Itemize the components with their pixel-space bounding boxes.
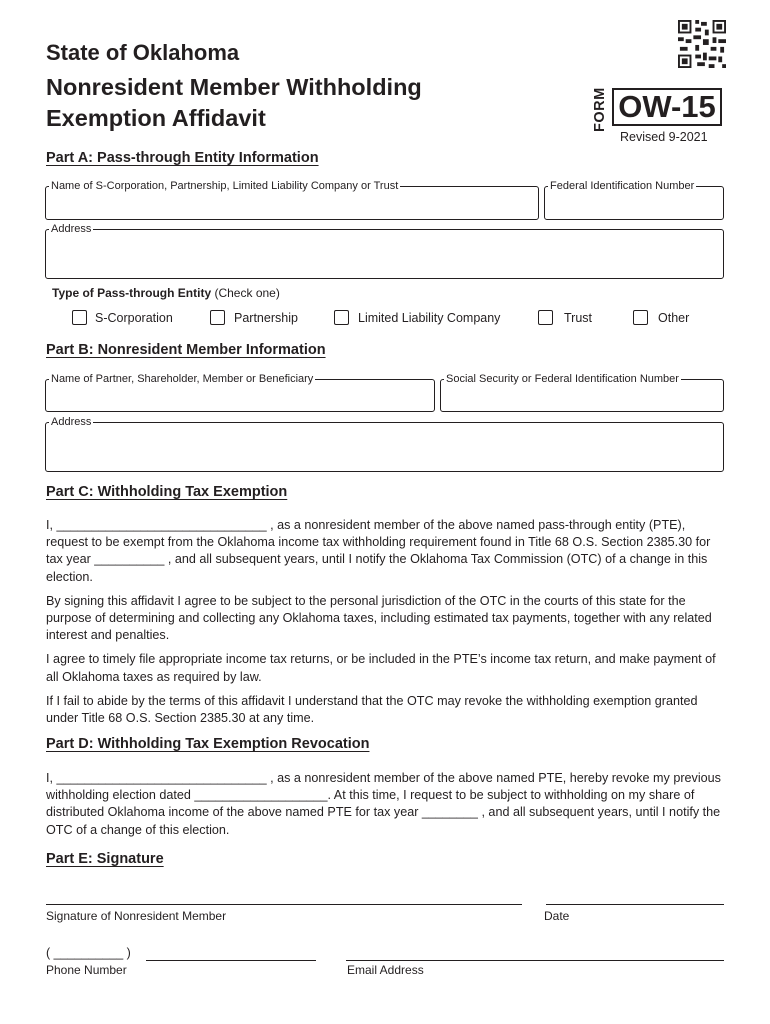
date-line[interactable] [546,904,724,905]
entity-type-label: Type of Pass-through Entity [52,286,212,300]
member-ssn-field[interactable] [440,373,724,412]
entity-type-note: (Check one) [214,286,280,300]
entity-fein-field[interactable] [544,180,724,220]
member-name-label: Name of Partner, Shareholder, Member or Beneficiary [51,373,314,385]
entity-address-label: Address [51,223,92,235]
phone-area-code: ( __________ ) [46,946,131,960]
part-c-paragraph-1: I, ______________________________ , as a nonresident member of the above named pass-through entity (PTE), request to be exempt from the Oklahoma income tax withholding requirement found in Title 68 O.S. Section 2385.30 for tax year __________ , and all subsequent years, until I notify the Oklahoma Tax Commission (OTC) of a change in this election. [46,518,711,584]
llc-checkbox[interactable] [334,310,349,325]
part-d-heading: Part D: Withholding Tax Exemption Revocation [46,736,370,752]
part-e-heading: Part E: Signature [46,851,164,867]
part-c-body [46,517,724,734]
part-c-paragraph-4: If I fail to abide by the terms of this affidavit I understand that the OTC may revoke the withholding exemption granted under Title 68 O.S. Section 2385.30 at any time. [46,693,698,726]
email-label: Email Address [347,963,424,977]
s-corporation-label: S-Corporation [95,311,173,325]
entity-name-label: Name of S-Corporation, Partnership, Limited Liability Company or Trust [51,180,399,192]
entity-fein-label: Federal Identification Number [550,180,695,192]
partnership-label: Partnership [234,311,298,325]
date-label: Date [544,909,570,923]
revision-date: Revised 9-2021 [620,130,708,144]
other-checkbox[interactable] [633,310,648,325]
part-c-paragraph-2: By signing this affidavit I agree to be subject to the personal jurisdiction of the OTC in the courts of this state for the purpose of determining and collecting any Oklahoma taxes, including estimated tax payments, together with any related interest and penalties. [46,593,712,643]
part-c-heading: Part C: Withholding Tax Exemption [46,484,288,500]
signature-label: Signature of Nonresident Member [46,909,227,923]
trust-label: Trust [564,311,593,325]
signature-line[interactable] [46,904,522,905]
s-corporation-checkbox[interactable] [72,310,87,325]
member-name-field[interactable] [45,373,435,412]
entity-name-field[interactable] [45,180,539,220]
entity-type-prompt [52,286,280,300]
member-address-label: Address [51,416,92,428]
other-label: Other [658,311,690,325]
phone-line[interactable] [146,960,316,961]
entity-address-field[interactable] [45,223,724,279]
partnership-checkbox[interactable] [210,310,225,325]
part-d-body [46,770,724,846]
part-b-heading: Part B: Nonresident Member Information [46,342,326,358]
part-d-paragraph: I, ______________________________ , as a nonresident member of the above named PTE, hereby revoke my previous withholding election dated ___________________. At this time, I request to be subject to withholding on my share of distributed Oklahoma income of the above named PTE for tax year ________ , and all subsequent years, until I notify the OTC of a change of this election. [46,771,721,837]
form-title-line-1: Nonresident Member Withholding [46,74,422,100]
qr-code-icon [678,20,726,68]
member-ssn-label: Social Security or Federal Identification Number [446,373,679,385]
member-address-field[interactable] [45,416,724,472]
llc-label: Limited Liability Company [358,311,501,325]
email-line[interactable] [346,960,724,961]
part-a-heading: Part A: Pass-through Entity Information [46,150,319,166]
form-title [46,72,422,134]
form-label: FORM [592,87,608,132]
form-number-box: OW-15 [612,88,722,126]
state-name: State of Oklahoma [46,40,240,65]
phone-label: Phone Number [46,963,127,977]
trust-checkbox[interactable] [538,310,553,325]
part-c-paragraph-3: I agree to timely file appropriate income tax returns, or be included in the PTE’s income tax return, and make payment of all Oklahoma taxes as required by law. [46,652,716,684]
form-title-line-2: Exemption Affidavit [46,105,266,131]
